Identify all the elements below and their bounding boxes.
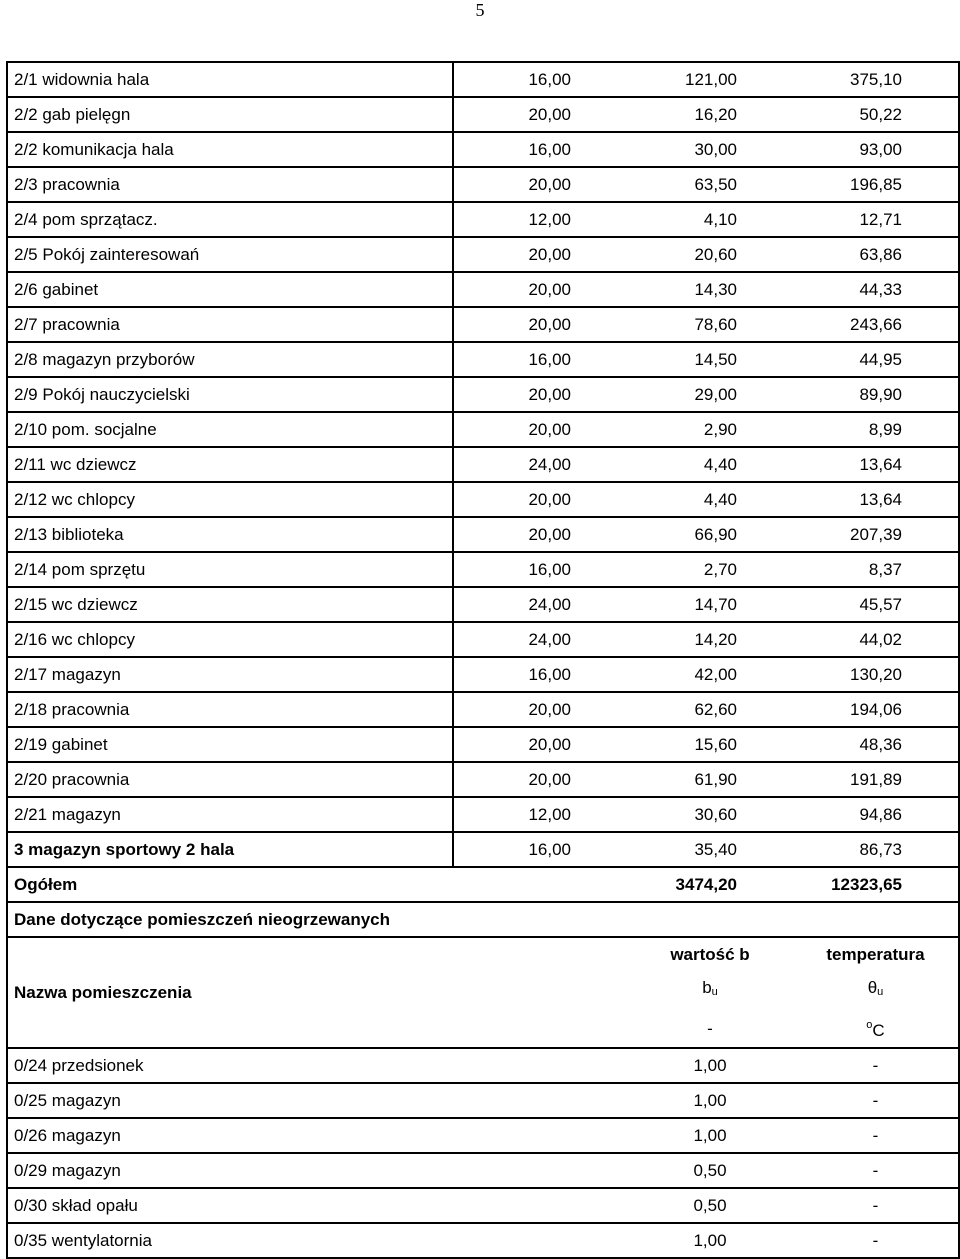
- room-temperature: 20,00: [453, 307, 627, 342]
- room-volume: 89,90: [793, 377, 959, 412]
- room-area: 2,70: [627, 552, 793, 587]
- room-name: 2/7 pracownia: [7, 307, 453, 342]
- room-name: 2/11 wc dziewcz: [7, 447, 453, 482]
- room-area: 14,20: [627, 622, 793, 657]
- room-volume: 130,20: [793, 657, 959, 692]
- unheated-b-value: 0,50: [627, 1153, 793, 1188]
- room-name-header: Nazwa pomieszczenia: [14, 983, 192, 1002]
- table-row: [7, 1118, 959, 1153]
- unheated-title-row: [7, 902, 959, 937]
- room-name: 2/4 pom sprzątacz.: [7, 202, 453, 237]
- room-temperature: 16,00: [453, 657, 627, 692]
- unheated-rooms-body: [7, 1048, 959, 1258]
- table-row: [7, 1223, 959, 1258]
- room-temperature: 20,00: [453, 167, 627, 202]
- unheated-b-value: 1,00: [627, 1223, 793, 1258]
- table-row: [7, 797, 959, 832]
- room-temperature: 16,00: [453, 342, 627, 377]
- room-area: 4,40: [627, 447, 793, 482]
- table-row: [7, 97, 959, 132]
- rooms-table: [6, 61, 960, 1259]
- room-name: 2/2 komunikacja hala: [7, 132, 453, 167]
- table-row: [7, 377, 959, 412]
- room-volume: 207,39: [793, 517, 959, 552]
- table-row: [7, 132, 959, 167]
- unheated-room-name: 0/24 przedsionek: [7, 1048, 453, 1083]
- unheated-temperature: -: [793, 1048, 959, 1083]
- unheated-room-name: 0/25 magazyn: [7, 1083, 453, 1118]
- room-temperature: 20,00: [453, 237, 627, 272]
- table-row: [7, 202, 959, 237]
- page-number: 5: [475, 0, 485, 20]
- unheated-temperature: -: [793, 1083, 959, 1118]
- table-row: [7, 447, 959, 482]
- room-temperature: 16,00: [453, 132, 627, 167]
- room-area: 35,40: [627, 832, 793, 867]
- room-area: 78,60: [627, 307, 793, 342]
- room-volume: 45,57: [793, 587, 959, 622]
- room-area: 4,10: [627, 202, 793, 237]
- table-row: [7, 552, 959, 587]
- room-name: 2/1 widownia hala: [7, 62, 453, 97]
- room-temperature: 20,00: [453, 727, 627, 762]
- room-name: 2/15 wc dziewcz: [7, 587, 453, 622]
- room-area: 14,70: [627, 587, 793, 622]
- table-row: [7, 762, 959, 797]
- room-volume: 94,86: [793, 797, 959, 832]
- room-temperature: 20,00: [453, 272, 627, 307]
- room-volume: 194,06: [793, 692, 959, 727]
- room-temperature: 20,00: [453, 692, 627, 727]
- room-temperature: 24,00: [453, 587, 627, 622]
- room-temperature: 20,00: [453, 97, 627, 132]
- room-area: 62,60: [627, 692, 793, 727]
- room-area: 42,00: [627, 657, 793, 692]
- theta-symbol: θu: [867, 978, 884, 998]
- room-volume: 8,37: [793, 552, 959, 587]
- room-name: 2/14 pom sprzętu: [7, 552, 453, 587]
- room-temperature: 12,00: [453, 202, 627, 237]
- unheated-room-name: 0/29 magazyn: [7, 1153, 453, 1188]
- b-symbol: bu: [702, 978, 718, 998]
- table-row: [7, 412, 959, 447]
- table-row: [7, 1048, 959, 1083]
- room-temperature: 16,00: [453, 832, 627, 867]
- room-name: 2/21 magazyn: [7, 797, 453, 832]
- room-area: 4,40: [627, 482, 793, 517]
- room-temperature: 20,00: [453, 762, 627, 797]
- total-volume: 12323,65: [793, 867, 959, 902]
- room-temperature: 20,00: [453, 517, 627, 552]
- room-volume: 12,71: [793, 202, 959, 237]
- room-volume: 50,22: [793, 97, 959, 132]
- summary-body: [7, 867, 959, 1048]
- room-volume: 375,10: [793, 62, 959, 97]
- unheated-b-value: 1,00: [627, 1118, 793, 1153]
- room-name: 2/10 pom. socjalne: [7, 412, 453, 447]
- room-temperature: 16,00: [453, 62, 627, 97]
- table-row: [7, 832, 959, 867]
- room-name: 2/19 gabinet: [7, 727, 453, 762]
- room-volume: 13,64: [793, 482, 959, 517]
- room-volume: 48,36: [793, 727, 959, 762]
- unheated-b-value: 1,00: [627, 1083, 793, 1118]
- room-volume: 243,66: [793, 307, 959, 342]
- temperature-unit: $^o$C: [793, 1009, 959, 1048]
- room-name: 2/8 magazyn przyborów: [7, 342, 453, 377]
- unheated-temperature: -: [793, 1223, 959, 1258]
- room-area: 14,50: [627, 342, 793, 377]
- b-unit: -: [627, 1009, 793, 1048]
- table-row: [7, 482, 959, 517]
- room-volume: 196,85: [793, 167, 959, 202]
- room-area: 66,90: [627, 517, 793, 552]
- room-temperature: 20,00: [453, 377, 627, 412]
- table-row: [7, 692, 959, 727]
- room-volume: 8,99: [793, 412, 959, 447]
- unheated-temperature: -: [793, 1118, 959, 1153]
- room-name: 2/17 magazyn: [7, 657, 453, 692]
- room-name: 2/12 wc chlopcy: [7, 482, 453, 517]
- room-volume: 86,73: [793, 832, 959, 867]
- room-name: 3 magazyn sportowy 2 hala: [7, 832, 453, 867]
- table-row: [7, 237, 959, 272]
- unheated-b-value: 1,00: [627, 1048, 793, 1083]
- room-area: 30,00: [627, 132, 793, 167]
- room-name: 2/9 Pokój nauczycielski: [7, 377, 453, 412]
- heated-rooms-body: [7, 62, 959, 867]
- table-row: [7, 167, 959, 202]
- total-label: Ogółem: [7, 867, 453, 902]
- table-row: [7, 517, 959, 552]
- room-name: 2/13 biblioteka: [7, 517, 453, 552]
- table-row: [7, 587, 959, 622]
- room-volume: 191,89: [793, 762, 959, 797]
- room-volume: 44,95: [793, 342, 959, 377]
- room-volume: 44,02: [793, 622, 959, 657]
- table-row: [7, 307, 959, 342]
- unheated-room-name: 0/26 magazyn: [7, 1118, 453, 1153]
- room-area: 61,90: [627, 762, 793, 797]
- room-name: 2/18 pracownia: [7, 692, 453, 727]
- unheated-header-row-1: [7, 937, 959, 971]
- room-temperature: 20,00: [453, 412, 627, 447]
- room-temperature: 20,00: [453, 482, 627, 517]
- room-name: 2/5 Pokój zainteresowań: [7, 237, 453, 272]
- room-temperature: 12,00: [453, 797, 627, 832]
- room-name: 2/16 wc chlopcy: [7, 622, 453, 657]
- room-area: 63,50: [627, 167, 793, 202]
- unheated-temperature: -: [793, 1153, 959, 1188]
- room-volume: 13,64: [793, 447, 959, 482]
- unheated-temperature: -: [793, 1188, 959, 1223]
- total-row: [7, 867, 959, 902]
- unheated-room-name: 0/30 skład opału: [7, 1188, 453, 1223]
- room-name: 2/20 pracownia: [7, 762, 453, 797]
- table-row: [7, 272, 959, 307]
- room-area: 16,20: [627, 97, 793, 132]
- room-temperature: 24,00: [453, 622, 627, 657]
- unheated-b-value: 0,50: [627, 1188, 793, 1223]
- room-area: 121,00: [627, 62, 793, 97]
- room-volume: 93,00: [793, 132, 959, 167]
- table-row: [7, 727, 959, 762]
- unheated-room-name: 0/35 wentylatornia: [7, 1223, 453, 1258]
- room-area: 2,90: [627, 412, 793, 447]
- room-area: 15,60: [627, 727, 793, 762]
- room-temperature: 16,00: [453, 552, 627, 587]
- room-temperature: 24,00: [453, 447, 627, 482]
- room-area: 14,30: [627, 272, 793, 307]
- room-volume: 63,86: [793, 237, 959, 272]
- b-value-header: wartość b: [627, 937, 793, 971]
- room-name: 2/3 pracownia: [7, 167, 453, 202]
- table-row: [7, 342, 959, 377]
- table-row: [7, 1153, 959, 1188]
- table-row: [7, 62, 959, 97]
- room-name: 2/6 gabinet: [7, 272, 453, 307]
- room-area: 20,60: [627, 237, 793, 272]
- room-name: 2/2 gab pielęgn: [7, 97, 453, 132]
- room-area: 29,00: [627, 377, 793, 412]
- temperature-header: temperatura: [793, 937, 959, 971]
- room-volume: 44,33: [793, 272, 959, 307]
- table-row: [7, 1188, 959, 1223]
- unheated-section-title: Dane dotyczące pomieszczeń nieogrzewanych: [7, 902, 959, 937]
- total-area: 3474,20: [627, 867, 793, 902]
- table-row: [7, 622, 959, 657]
- table-row: [7, 657, 959, 692]
- room-area: 30,60: [627, 797, 793, 832]
- table-row: [7, 1083, 959, 1118]
